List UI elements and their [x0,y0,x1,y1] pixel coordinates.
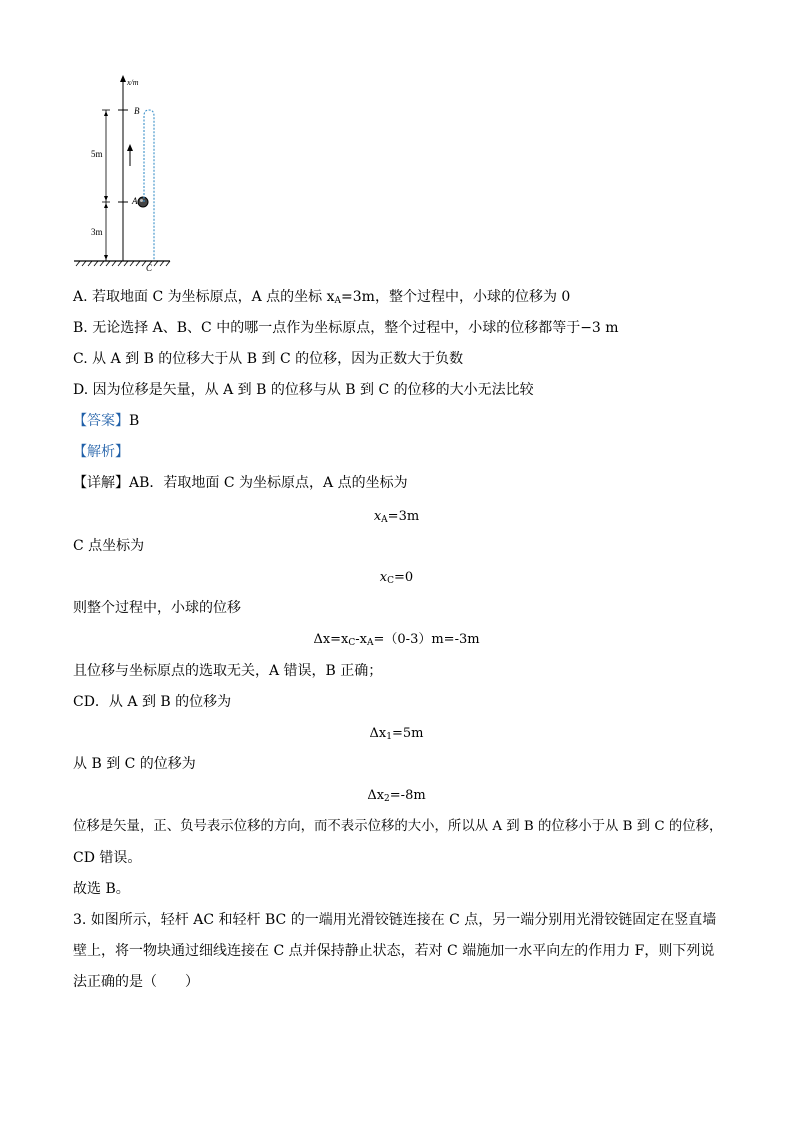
detail-line-5: CD．从 A 到 B 的位移为 [73,694,232,710]
detail-line-7: 位移是矢量，正、负号表示位移的方向，而不表示位移的大小，所以从 A 到 B 的位移小于从 B 到 C 的位移， [73,819,723,834]
answer-line [73,411,139,431]
option-a: A. 若取地面 C 为坐标原点，A 点的坐标 $x_A=3m$，整个过程中，小球的位移为 0 [73,289,571,306]
question-3: 3. 如图所示，轻杆 AC 和轻杆 BC 的一端用光滑铰链连接在 C 点，另一端分别用光滑铰链固定在竖直墙壁上，将一物块通过细线连接在 C 点并保持静止状态，若对 C 端施加一水平向左的作用力 F，则下列说法正确的是（ ） [73,912,717,990]
point-a-label: A [132,196,138,206]
equation-2: $x_C=0$ [379,570,414,586]
detail-line-9: 故选 B。 [73,881,130,897]
detail-tag: 【详解】 [73,475,129,491]
ball [138,197,148,207]
analysis-tag: 【解析】 [73,444,129,460]
equation-1: $x_A=3m$ [373,509,420,525]
detail-line-6: 从 B 到 C 的位移为 [73,756,196,772]
dim-lower-label: 3m [91,227,103,237]
answer-tag: 【答案】 [73,413,129,429]
ball-path [144,110,154,260]
equation-3: $\Delta x=x_C-x_A=(0-3)m=-3m$ [313,632,480,648]
equation-4: $\Delta x_1=5m$ [369,726,424,742]
equation-5: $\Delta x_2=-8m$ [367,788,426,804]
detail-line-1: 【详解】AB．若取地面 C 为坐标原点，A 点的坐标为 [73,475,408,491]
detail-line-2: C 点坐标为 [73,538,145,554]
axis-label: x/m [127,78,139,87]
dim-upper-label: 5m [91,149,103,159]
point-b-label: B [134,106,140,116]
displacement-figure [66,74,266,274]
analysis-line [73,442,129,462]
detail-line-3: 则整个过程中，小球的位移 [73,600,241,616]
option-b: B. 无论选择 A、B、C 中的哪一点作为坐标原点，整个过程中，小球的位移都等于−3 m [73,320,619,336]
detail-line-8: CD 错误。 [73,850,142,866]
answer-value: B [129,413,140,429]
point-c-label: C [146,263,153,273]
option-d: D. 因为位移是矢量，从 A 到 B 的位移与从 B 到 C 的位移的大小无法比较 [73,382,534,398]
detail-line-4: 且位移与坐标原点的选取无关，A 错误，B 正确； [73,663,383,679]
option-c: C. 从 A 到 B 的位移大于从 B 到 C 的位移，因为正数大于负数 [73,351,464,367]
